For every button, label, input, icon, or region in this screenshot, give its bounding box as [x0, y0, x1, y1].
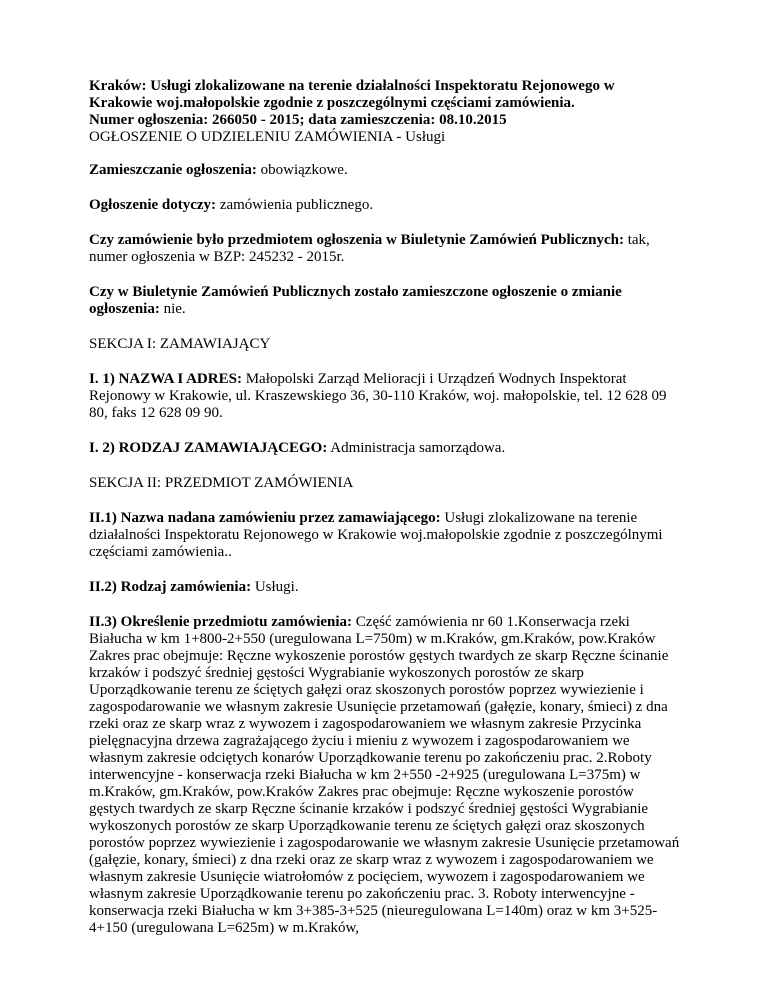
posting-field: [89, 162, 681, 179]
contract-kind-label: II.2) Rodzaj zamówienia:: [89, 579, 252, 595]
change-notice-field: [89, 284, 681, 318]
contract-description-label: II.3) Określenie przedmiotu zamówienia:: [89, 614, 353, 630]
contracting-authority-value: Małopolski Zarząd Melioracji i Urządzeń Wodnych Inspektorat Rejonowy w Krakowie, ul. Kraszewskiego 36, 30-110 Kraków, woj. małopolskie, tel. 12 628 09 80, faks 12 628 09 90.: [89, 371, 667, 421]
change-notice-value: nie.: [159, 301, 186, 317]
notice-title-line-2: Krakowie woj.małopolskie zgodnie z poszczególnymi częściami zamówienia.: [89, 95, 575, 111]
contracting-authority-field: [89, 371, 681, 422]
contract-name-field: [89, 510, 681, 561]
notice-number: Numer ogłoszenia: 266050 - 2015; data zamieszczenia: 08.10.2015: [89, 112, 507, 128]
contract-description-field: [89, 614, 681, 937]
contracting-authority-label: I. 1) NAZWA I ADRES:: [89, 371, 242, 387]
authority-type-field: [89, 440, 681, 457]
concerns-value: zamówienia publicznego.: [216, 197, 374, 213]
contract-kind-value: Usługi.: [251, 579, 299, 595]
posting-label: Zamieszczanie ogłoszenia:: [89, 162, 257, 178]
concerns-label: Ogłoszenie dotyczy:: [89, 197, 217, 213]
section-2-heading: SEKCJA II: PRZEDMIOT ZAMÓWIENIA: [89, 475, 354, 491]
contract-kind-field: [89, 579, 681, 596]
contract-description-value: Część zamówienia nr 60 1.Konserwacja rzeki Białucha w km 1+800-2+550 (uregulowana L=750m) w m.Kraków, gm.Kraków, pow.Kraków Zakres prac obejmuje: Ręczne wykoszenie porostów gęstych twardych ze skarp Ręczne ścinanie krzaków i podszyć średniej gęstości Wygrabianie wykoszonych porostów ze skarp Uporządkowanie terenu ze ściętych gałęzi oraz skoszonych porostów poprzez wywiezienie i zagospodarowanie we własnym zakresie Usunięcie przetamowań (gałęzie, konary, śmieci) z dna rzeki oraz ze skarp wraz z wywozem i zagospodarowaniem we własnym zakresie Przycinka pielęgnacyjna drzewa zagrażającego życiu i mieniu z wywozem i zagospodarowaniem we własnym zakresie odciętych konarów Uporządkowanie terenu po zakończeniu prac. 2.Roboty interwencyjne - konserwacja rzeki Białucha w km 2+550 -2+925 (uregulowana L=375m) w m.Kraków, gm.Kraków, pow.Kraków Zakres prac obejmuje: Ręczne wykoszenie porostów gęstych twardych ze skarp Ręczne ścinanie krzaków i podszyć średniej gęstości Wygrabianie wykoszonych porostów ze skarp Uporządkowanie terenu ze ściętych gałęzi oraz skoszonych porostów poprzez wywiezienie i zagospodarowanie we własnym zakresie Usunięcie przetamowań (gałęzie, konary, śmieci) z dna rzeki oraz ze skarp wraz z wywozem i zagospodarowaniem we własnym zakresie Usunięcie wiatrołomów z pocięciem, wywozem i zagospodarowaniem we własnym zakresie Uporządkowanie terenu po zakończeniu prac. 3. Roboty interwencyjne - konserwacja rzeki Białucha w km 3+385-3+525 (nieuregulowana L=140m) oraz w km 3+525-4+150 (uregulowana L=625m) w m.Kraków,: [89, 614, 680, 936]
section-1-heading: SEKCJA I: ZAMAWIAJĄCY: [89, 336, 271, 352]
authority-type-label: I. 2) RODZAJ ZAMAWIAJĄCEGO:: [89, 440, 328, 456]
change-notice-label: Czy w Biuletynie Zamówień Publicznych zostało zamieszczone ogłoszenie o zmianie ogłoszenia:: [89, 284, 622, 317]
posting-value: obowiązkowe.: [256, 162, 348, 178]
concerns-field: [89, 197, 681, 214]
contract-name-label: II.1) Nazwa nadana zamówieniu przez zamawiającego:: [89, 510, 441, 526]
bzp-value: tak, numer ogłoszenia w BZP: 245232 - 2015r.: [89, 232, 650, 265]
document-page: [89, 78, 681, 955]
bzp-label: Czy zamówienie było przedmiotem ogłoszenia w Biuletynie Zamówień Publicznych:: [89, 232, 624, 248]
notice-type: OGŁOSZENIE O UDZIELENIU ZAMÓWIENIA - Usługi: [89, 129, 446, 145]
authority-type-value: Administracja samorządowa.: [327, 440, 506, 456]
contract-name-value: Usługi zlokalizowane na terenie działalności Inspektoratu Rejonowego w Krakowie woj.małopolskie zgodnie z poszczególnymi częściami zamówienia..: [89, 510, 663, 560]
bzp-field: [89, 232, 681, 266]
notice-title-line-1: Kraków: Usługi zlokalizowane na terenie działalności Inspektoratu Rejonowego w: [89, 78, 615, 94]
notice-header: [89, 78, 681, 146]
